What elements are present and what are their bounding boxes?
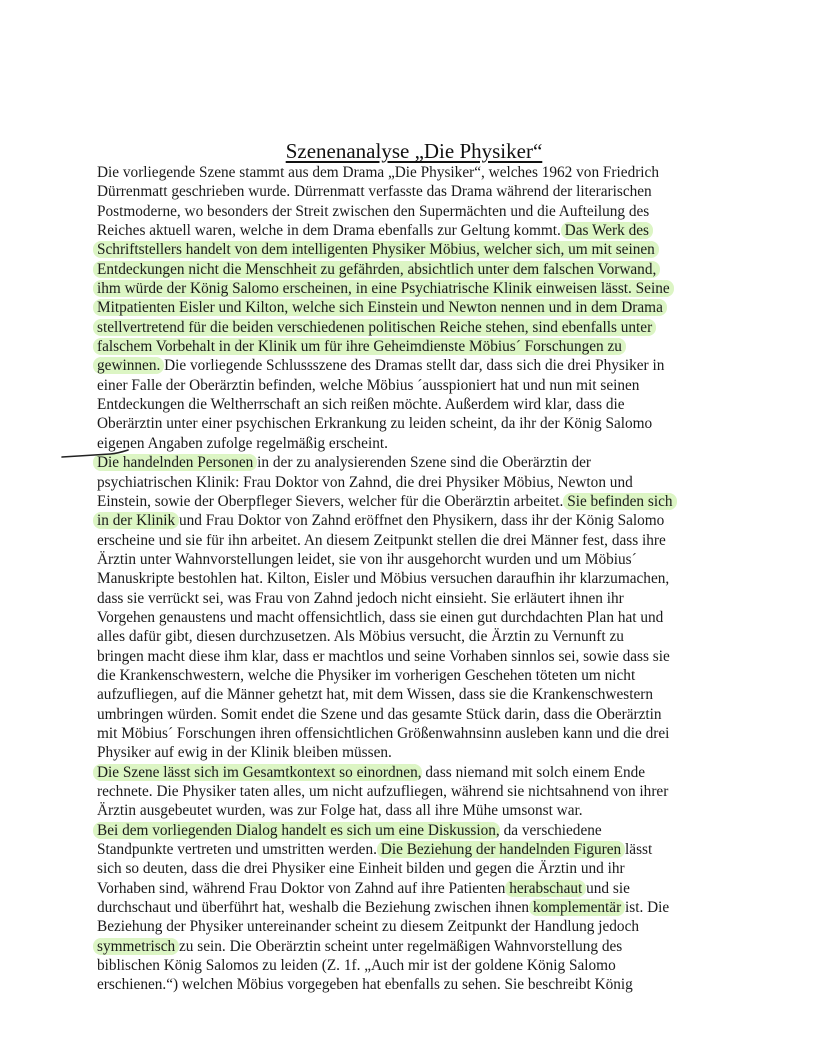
text-line bbox=[97, 511, 817, 530]
text-line bbox=[97, 569, 817, 588]
text-segment: erscheine und sie für ihn arbeitet. An diesem Zeitpunkt stellen die drei Männer fest, dass ihre bbox=[97, 531, 666, 549]
text-segment: biblischen König Salomos zu leiden (Z. 1f. „Auch mir ist der goldene König Salomo bbox=[97, 957, 616, 975]
text-line bbox=[97, 202, 817, 221]
text-line bbox=[97, 917, 817, 936]
text-line bbox=[97, 473, 817, 492]
text-line bbox=[97, 879, 817, 898]
text-line bbox=[97, 647, 817, 666]
text-line bbox=[97, 705, 817, 724]
text-line bbox=[97, 801, 817, 820]
highlighted-text: Die Beziehung der handelnden Figuren bbox=[380, 841, 622, 859]
text-segment: Manuskripte bestohlen hat. Kilton, Eisler und Möbius versuchen daraufhin ihr klarzumachen, bbox=[97, 570, 670, 588]
highlighted-text: herabschaut bbox=[509, 879, 583, 897]
text-segment: alles dafür gibt, diesen durchzusetzen. Als Möbius versucht, die Ärztin zu Vernunft zu bbox=[97, 628, 624, 646]
text-segment: erschienen.“) welchen Möbius vorgegeben hat ebenfalls zu sehen. Sie beschreibt König bbox=[97, 976, 633, 994]
text-line bbox=[97, 743, 817, 762]
text-line bbox=[97, 298, 817, 317]
text-line bbox=[97, 414, 817, 433]
text-line bbox=[97, 685, 817, 704]
text-segment: einer Falle der Oberärztin befinden, welche Möbius ´ausspioniert hat und nun mit seinen bbox=[97, 376, 640, 394]
text-line bbox=[97, 666, 817, 685]
highlighted-text: Sie befinden sich bbox=[567, 492, 673, 510]
highlighted-text: in der Klinik bbox=[97, 512, 176, 530]
text-segment: psychiatrischen Klinik: Frau Doktor von Zahnd, die drei Physiker Möbius, Newton und bbox=[97, 473, 633, 491]
text-segment: Einstein, sowie der Oberpfleger Sievers, welcher für die Oberärztin arbeitet. bbox=[97, 492, 568, 510]
text-segment: mit Möbius´ Forschungen ihren offensichtlichen Größenwahnsinn ausleben kann und die drei bbox=[97, 724, 670, 742]
text-segment: lässt bbox=[621, 841, 653, 859]
highlighted-text: komplementär bbox=[532, 899, 622, 917]
highlighted-text: Schriftstellers handelt von dem intelligenten Physiker Möbius, welcher sich, um mit seinen bbox=[97, 241, 655, 259]
text-line bbox=[97, 395, 817, 414]
text-line bbox=[97, 898, 817, 917]
text-line bbox=[97, 840, 817, 859]
text-line bbox=[97, 318, 817, 337]
page-title: Szenenanalyse „Die Physiker“ bbox=[285, 139, 543, 163]
highlighted-text: falschem Vorbehalt in der Klinik um für ihre Geheimdienste Möbius´ Forschungen zu bbox=[97, 338, 622, 356]
text-segment: Postmoderne, wo besonders der Streit zwischen den Supermächten und die Aufteilung des bbox=[97, 202, 650, 220]
text-segment: die Krankenschwestern, welche die Physiker im vorherigen Geschehen töteten um nicht bbox=[97, 666, 636, 684]
text-line bbox=[97, 821, 817, 840]
text-line bbox=[97, 859, 817, 878]
highlighted-text: Bei dem vorliegenden Dialog handelt es sich um eine Diskussion bbox=[97, 821, 496, 839]
text-line bbox=[97, 279, 817, 298]
text-segment: bringen macht diese ihm klar, dass er machtlos und seine Vorhaben sinnlos sei, sowie dass sie bbox=[97, 647, 670, 665]
highlighted-text: Das Werk des bbox=[564, 222, 649, 240]
text-segment: Beziehung der Physiker untereinander scheint zu diesem Zeitpunkt der Handlung jedoch bbox=[97, 918, 640, 936]
text-segment: Ärztin ausgebeutet wurden, was zur Folge hat, dass all ihre Mühe umsonst war. bbox=[97, 802, 583, 820]
text-line bbox=[97, 782, 817, 801]
text-line bbox=[97, 221, 817, 240]
text-segment: Ärztin unter Wahnvorstellungen leidet, sie von ihr ausgehorcht wurden und um Möbius´ bbox=[97, 550, 637, 568]
highlighted-text: gewinnen. bbox=[97, 357, 161, 375]
text-line bbox=[97, 434, 817, 453]
text-line bbox=[97, 492, 817, 511]
text-line bbox=[97, 550, 817, 569]
text-line bbox=[97, 608, 817, 627]
text-segment: und sie bbox=[582, 879, 630, 897]
text-segment: Oberärztin unter einer psychischen Erkrankung zu leiden scheint, da ihr der König Salomo bbox=[97, 415, 653, 433]
text-segment: Reiches aktuell waren, welche in dem Drama ebenfalls zur Geltung kommt. bbox=[97, 222, 565, 240]
text-segment: Vorhaben sind, während Frau Doktor von Zahnd auf ihre Patienten bbox=[97, 879, 510, 897]
text-segment: Die vorliegende Schlussszene des Dramas stellt dar, dass sich die drei Physiker in bbox=[160, 357, 665, 375]
text-segment: rechnete. Die Physiker taten alles, um nicht aufzufliegen, während sie nichtsahnend von ihrer bbox=[97, 783, 669, 800]
text-segment: Die vorliegende Szene stammt aus dem Drama „Die Physiker“, welches 1962 von Friedrich bbox=[97, 164, 659, 181]
text-segment: aufzufliegen, auf die Männer gehetzt hat, mit dem Wissen, dass sie die Krankenschwestern bbox=[97, 686, 653, 704]
highlighted-text: stellvertretend für die beiden verschiedenen politischen Reiche stehen, sind ebenfalls unter bbox=[97, 318, 653, 336]
highlighted-text: Entdeckungen nicht die Menschheit zu gefährden, absichtlich unter dem falschen Vorwand, bbox=[97, 260, 657, 278]
text-segment: zu sein. Die Oberärztin scheint unter regelmäßigen Wahnvorstellung des bbox=[175, 937, 623, 955]
text-segment: Standpunkte vertreten und umstritten werden. bbox=[97, 841, 381, 859]
text-line bbox=[97, 163, 817, 182]
text-segment: Vorgehen genaustens und macht offensichtlich, dass sie einen gut durchdachten Plan hat und bbox=[97, 608, 664, 626]
highlighted-text: symmetrisch bbox=[97, 937, 176, 955]
text-segment: umbringen würden. Somit endet die Szene und das gesamte Stück darin, dass die Oberärztin bbox=[97, 705, 662, 723]
text-line bbox=[97, 240, 817, 259]
text-line bbox=[97, 724, 817, 743]
highlighted-text: Die handelnden Personen bbox=[97, 454, 254, 472]
text-line bbox=[97, 937, 817, 956]
text-segment: durchschaut und überführt hat, weshalb die Beziehung zwischen ihnen bbox=[97, 899, 533, 917]
text-segment: in der zu analysierenden Szene sind die Oberärztin der bbox=[253, 454, 591, 472]
text-line bbox=[97, 975, 817, 994]
text-segment: dass sie verrückt sei, was Frau von Zahnd jedoch nicht einsieht. Sie erläutert ihnen ihr bbox=[97, 589, 624, 607]
text-line bbox=[97, 589, 817, 608]
text-line bbox=[97, 627, 817, 646]
text-segment: Physiker auf ewig in der Klinik bleiben müssen. bbox=[97, 744, 392, 762]
text-line bbox=[97, 956, 817, 975]
text-line bbox=[97, 182, 817, 201]
text-line bbox=[97, 260, 817, 279]
text-line bbox=[97, 356, 817, 375]
text-segment: Dürrenmatt geschrieben wurde. Dürrenmatt verfasste das Drama während der literarischen bbox=[97, 183, 652, 201]
highlighted-text: ihm würde der König Salomo erscheinen, in eine Psychiatrische Klinik einweisen lässt. Seine bbox=[97, 280, 670, 298]
text-segment: , da verschiedene bbox=[495, 821, 602, 839]
text-segment: Entdeckungen die Weltherrschaft an sich reißen möchte. Außerdem wird klar, dass die bbox=[97, 396, 625, 414]
highlighted-text: Mitpatienten Eisler und Kilton, welche sich Einstein und Newton nennen und in dem Drama bbox=[97, 299, 663, 317]
highlighted-text: Die Szene lässt sich im Gesamtkontext so einordnen bbox=[97, 763, 418, 781]
text-segment: , dass niemand mit solch einem Ende bbox=[417, 763, 646, 781]
body-text bbox=[97, 163, 817, 995]
text-line bbox=[97, 337, 817, 356]
text-segment: und Frau Doktor von Zahnd eröffnet den Physikern, dass ihr der König Salomo bbox=[175, 512, 665, 530]
text-segment: sich so deuten, dass die drei Physiker eine Einheit bilden und gegen die Ärztin und ihr bbox=[97, 860, 625, 878]
text-line bbox=[97, 453, 817, 472]
text-segment: eigenen Angaben zufolge regelmäßig erscheint. bbox=[97, 434, 388, 452]
text-line bbox=[97, 763, 817, 782]
text-line bbox=[97, 531, 817, 550]
text-line bbox=[97, 376, 817, 395]
text-segment: ist. Die bbox=[621, 899, 670, 917]
